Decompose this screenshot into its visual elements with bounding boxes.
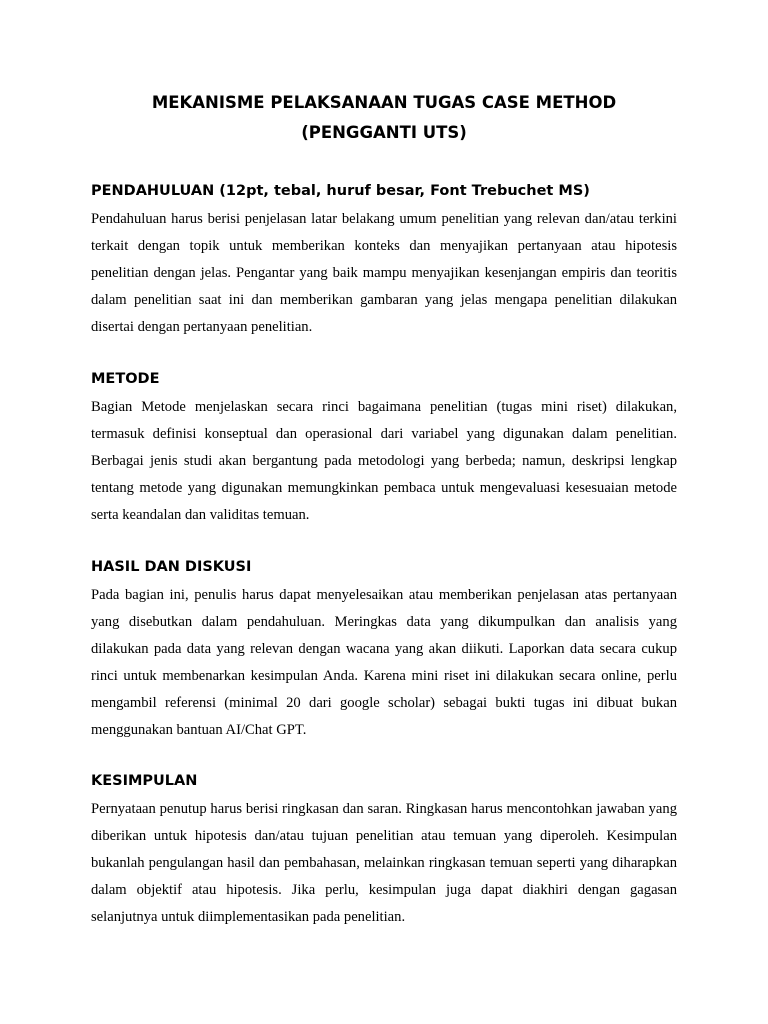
section-kesimpulan	[91, 774, 677, 931]
section-heading-kesimpulan: KESIMPULAN	[91, 773, 198, 789]
document-title-line2: (PENGGANTI UTS)	[301, 123, 467, 142]
section-body-kesimpulan: Pernyataan penutup harus berisi ringkasan dan saran. Ringkasan harus mencontohkan jawaban yang diberikan untuk hipotesis dan/atau tujuan penelitian atau temuan yang diperoleh. Kesimpulan bukanlah pengulangan hasil dan pembahasan, melainkan ringkasan temuan seperti yang diharapkan dalam objektif atau hipotesis. Jika perlu, kesimpulan juga dapat diakhiri dengan gagasan selanjutnya untuk diimplementasikan pada penelitian.	[91, 800, 677, 925]
section-metode	[91, 372, 677, 529]
section-body-hasil-dan-diskusi: Pada bagian ini, penulis harus dapat menyelesaikan atau memberikan penjelasan atas pertanyaan yang disebutkan dalam pendahuluan. Meringkas data yang dikumpulkan dan analisis yang dilakukan pada data yang relevan dengan wacana yang akan diikuti. Laporkan data secara cukup rinci untuk membenarkan kesimpulan Anda. Karena mini riset ini dilakukan secara online, perlu mengambil referensi (minimal 20 dari google scholar) sebagai bukti tugas ini dibuat bukan menggunakan bantuan AI/Chat GPT.	[91, 586, 677, 738]
document-title-line1: MEKANISME PELAKSANAAN TUGAS CASE METHOD	[151, 93, 617, 112]
section-heading-hasil-dan-diskusi: HASIL DAN DISKUSI	[91, 559, 252, 575]
section-hasil-dan-diskusi	[91, 560, 677, 744]
section-pendahuluan	[91, 184, 677, 341]
section-heading-pendahuluan: PENDAHULUAN (12pt, tebal, huruf besar, Font Trebuchet MS)	[91, 183, 590, 199]
section-body-metode: Bagian Metode menjelaskan secara rinci bagaimana penelitian (tugas mini riset) dilakukan, termasuk definisi konseptual dan operasional dari variabel yang digunakan dalam penelitian. Berbagai jenis studi akan bergantung pada metodologi yang berbeda; namun, deskripsi lengkap tentang metode yang digunakan memungkinkan pembaca untuk mengevaluasi kesesuaian metode serta keandalan dan validitas temuan.	[91, 398, 677, 523]
section-body-pendahuluan: Pendahuluan harus berisi penjelasan latar belakang umum penelitian yang relevan dan/atau terkini terkait dengan topik untuk memberikan konteks dan menyajikan pertanyaan atau hipotesis penelitian dengan jelas. Pengantar yang baik mampu menyajikan kesenjangan empiris dan teoritis dalam penelitian saat ini dan memberikan gambaran yang jelas mengapa penelitian dilakukan disertai dengan pertanyaan penelitian.	[91, 210, 677, 335]
section-heading-metode: METODE	[91, 371, 160, 387]
